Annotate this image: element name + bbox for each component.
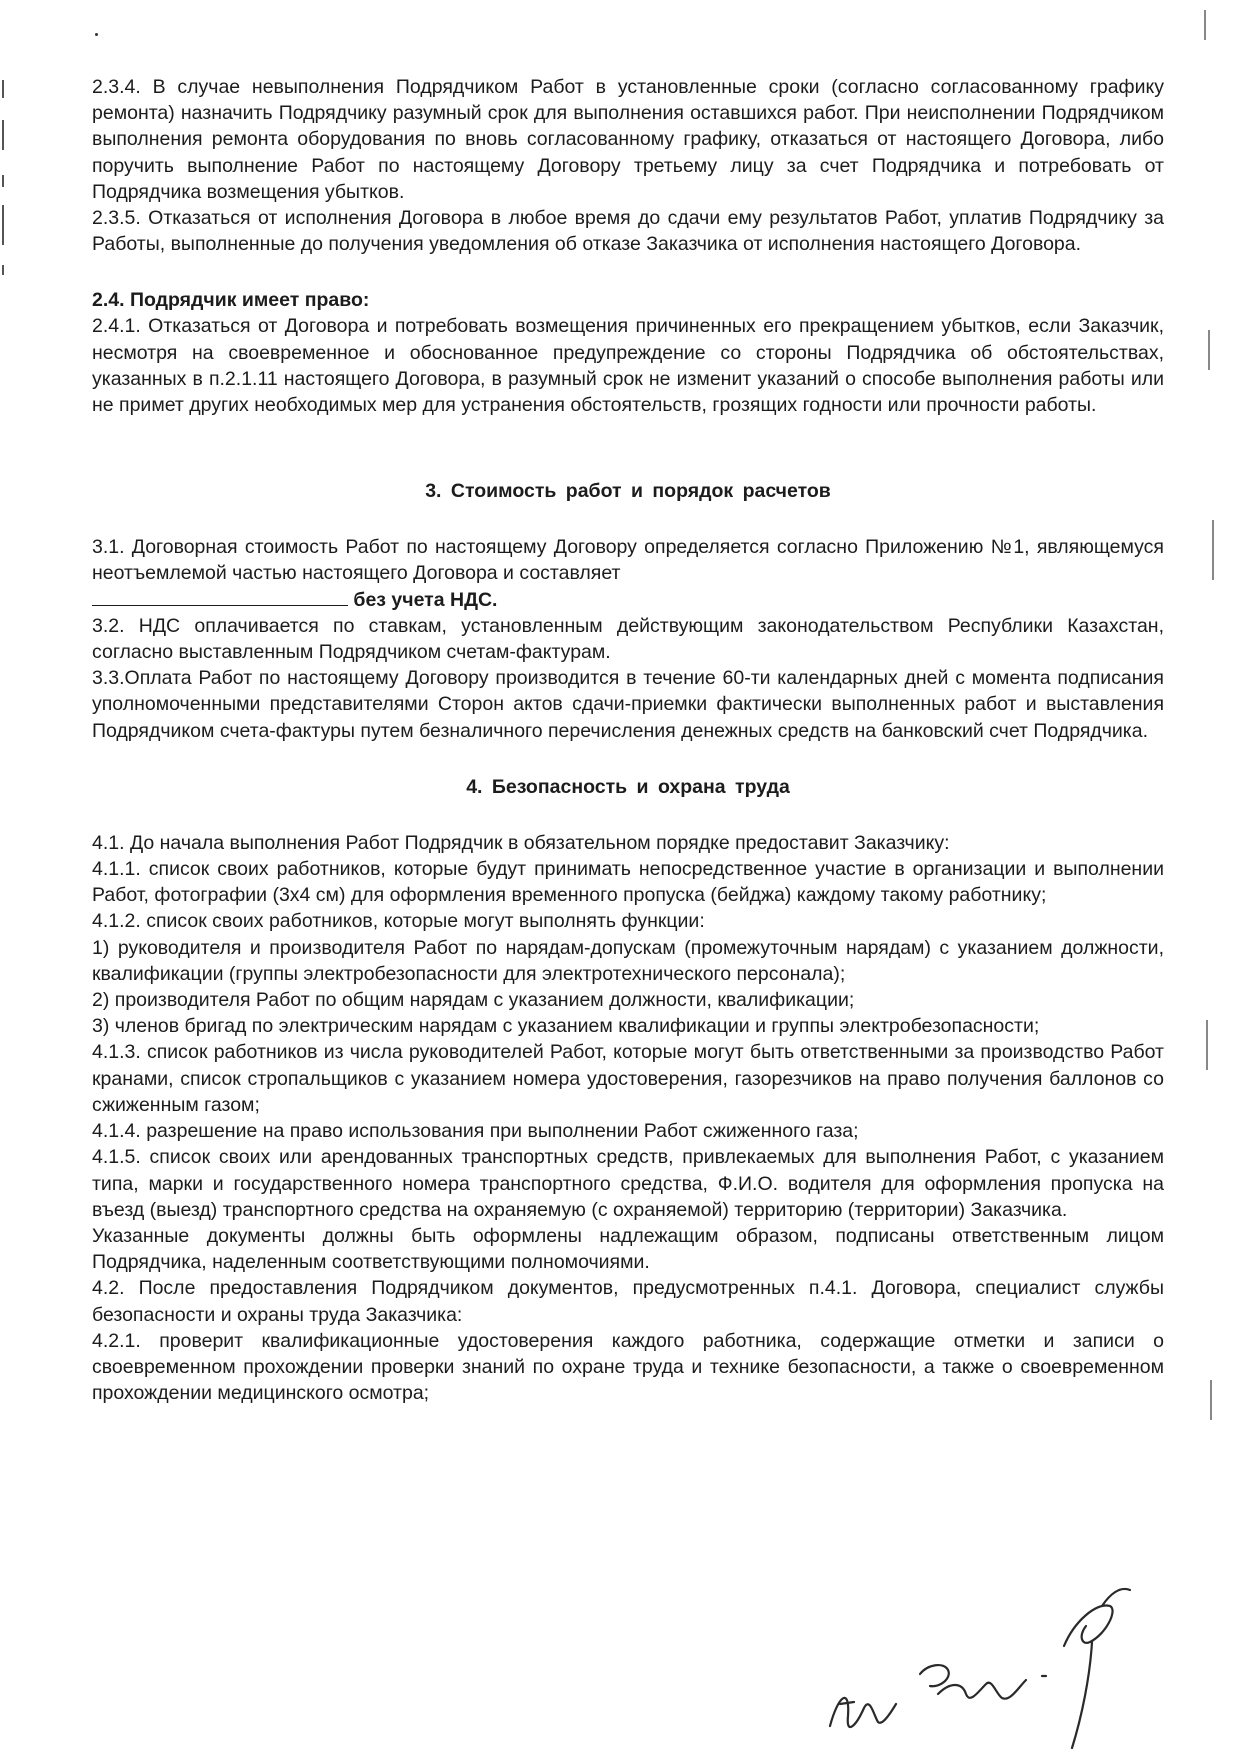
documents-note: Указанные документы должны быть оформлены надлежащим образом, подписаны ответственным лицом Подрядчика, наделенным соответствующими полномочиями. [92,1224,1164,1274]
section-4-heading: 4. Безопасность и охрана труда [466,775,790,798]
handwritten-signature [820,1576,1180,1754]
clause-2-4-1: 2.4.1. Отказаться от Договора и потребовать возмещения причиненных его прекращением убытков, если Заказчик, несмотря на своевременное и обоснованное предупреждение со стороны Подрядчика об обстоятельствах, указанных в п.2.1.11 настоящего Договора, в разумный срок не изменит указаний о способе выполнения работы или не примет других необходимых мер для устранения обстоятельств, грозящих годности или прочности работы. [92,315,1164,417]
clause-4-1-3: 4.1.3. список работников из числа руководителей Работ, которые могут быть ответственными за производство Работ кранами, список стропальщиков с указанием номера удостоверения, газорезчиков на право получения баллонов со сжиженным газом; [92,1041,1164,1116]
scan-speck [95,33,98,36]
document-page [92,74,1164,1406]
clause-4-1-1: 4.1.1. список своих работников, которые будут принимать непосредственное участие в организации и выполнении Работ, фотографии (3х4 см) для оформления временного пропуска (бейджа) каждому такому работнику; [92,858,1164,907]
clause-4-1-5: 4.1.5. список своих или арендованных транспортных средств, привлекаемых для выполнения Работ, с указанием типа, марки и государственного номера транспортного средства, Ф.И.О. водителя для оформления пропуска на въезд (выезд) транспортного средства на охраняемую (с охраняемой) территорию (территории) Заказчика. [92,1146,1164,1221]
scan-right-edge-marks [1198,0,1228,1754]
clause-4-1-4: 4.1.4. разрешение на право использования при выполнении Работ сжиженного газа; [92,1120,859,1143]
scan-left-edge-marks [0,80,6,320]
clause-2-3-5: 2.3.5. Отказаться от исполнения Договора в любое время до сдачи ему результатов Работ, уплатив Подрядчику за Работы, выполненные до получения уведомления об отказе Заказчика от исполнения настоящего Договора. [92,207,1164,256]
clause-4-1-2-item-3: 3) членов бригад по электрическим нарядам с указанием квалификации и группы электробезопасности; [92,1015,1040,1038]
price-blank-line [92,587,348,606]
clause-3-1-suffix: без учета НДС. [353,588,498,611]
clause-2-4-heading: 2.4. Подрядчик имеет право: [92,289,370,312]
section-3-heading: 3. Стоимость работ и порядок расчетов [425,480,831,503]
clause-3-3: 3.3.Оплата Работ по настоящему Договору производится в течение 60-ти календарных дней с момента подписания уполномоченными представителями Сторон актов сдачи-приемки фактически выполненных работ и выставления Подрядчиком счета-фактуры путем безналичного перечисления денежных средств на банковский счет Подрядчика. [92,667,1164,742]
clause-4-1-2-item-1: 1) руководителя и производителя Работ по нарядам-допускам (промежуточным нарядам) с указанием должности, квалификации (группы электробезопасности для электротехнического персонала); [92,936,1164,985]
clause-4-2-1: 4.2.1. проверит квалификационные удостоверения каждого работника, содержащие отметки и записи о своевременном прохождении проверки знаний по охране труда и технике безопасности, а также о своевременном прохождении медицинского осмотра; [92,1329,1164,1405]
clause-4-1: 4.1. До начала выполнения Работ Подрядчик в обязательном порядке предоставит Заказчику: [92,831,950,854]
clause-3-1 [92,534,1164,613]
clause-2-3-4: 2.3.4. В случае невыполнения Подрядчиком Работ в установленные сроки (согласно согласованному графику ремонта) назначить Подрядчику разумный срок для выполнения оставшихся работ. При неисполнении Подрядчиком выполнения ремонта оборудования по вновь согласованному графику, отказаться от настоящего Договора, либо поручить выполнение Работ по настоящему Договору третьему лицу за счет Подрядчика и потребовать от Подрядчика возмещения убытков. [92,76,1164,203]
clause-3-1-text: 3.1. Договорная стоимость Работ по настоящему Договору определяется согласно Приложению №1, являющемуся неотъемлемой частью настоящего Договора и составляет [92,536,1164,585]
clause-4-1-2: 4.1.2. список своих работников, которые могут выполнять функции: [92,910,705,933]
clause-4-1-2-item-2: 2) производителя Работ по общим нарядам с указанием должности, квалификации; [92,989,855,1012]
clause-4-2: 4.2. После предоставления Подрядчиком документов, предусмотренных п.4.1. Договора, специалист службы безопасности и охраны труда Заказчика: [92,1277,1164,1326]
clause-3-2: 3.2. НДС оплачивается по ставкам, установленным действующим законодательством Республики Казахстан, согласно выставленным Подрядчиком счетам-фактурам. [92,614,1164,664]
